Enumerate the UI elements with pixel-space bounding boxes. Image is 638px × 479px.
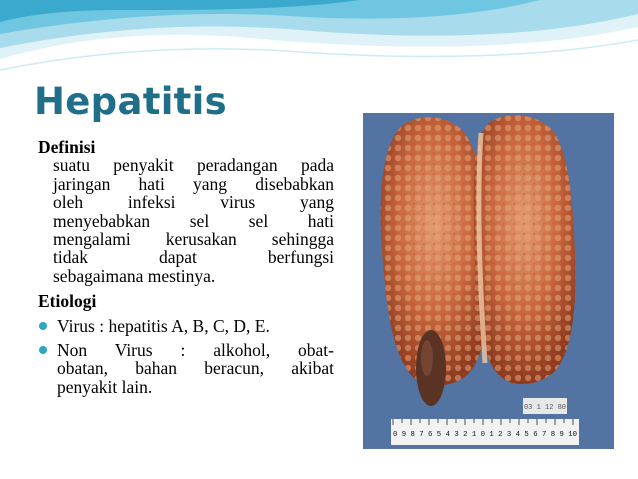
slide-body [38,138,334,396]
definition-line: suatu penyakit peradangan pada [53,155,334,176]
etiology-heading: Etiologi [38,291,97,312]
definition-line: menyebabkan sel sel hati [53,210,334,231]
bullet-dot-icon [39,346,47,354]
header-wave-banner [0,0,638,80]
definition-line: sebagaimana mestinya. [53,265,216,286]
definition-heading: Definisi [38,137,96,157]
bullet-line: Virus : hepatitis A, B, C, D, E. [57,315,270,336]
definition-line: tidak dapat berfungsi [53,247,334,268]
definition-line: oleh infeksi virus yang [53,192,334,213]
specimen-label-card: 03 1 12 80 [523,404,567,412]
bullet-line: penyakit lain. [57,376,153,397]
definition-line: mengalami kerusakan sehingga [53,229,334,250]
bullet-dot-icon [39,322,47,330]
definition-paragraph [53,156,334,285]
slide-title: Hepatitis [34,80,227,123]
liver-specimen-photo [363,113,614,449]
definition-line: jaringan hati yang disebabkan [53,173,334,194]
bullet-line: Non Virus : alkohol, obat- [57,340,334,361]
etiology-bullet-item [38,317,334,335]
ruler-scale: 0 9 8 7 6 5 4 3 2 1 0 1 2 3 4 5 6 7 8 9 10 [393,431,577,439]
etiology-bullet-item [38,341,334,396]
bullet-line: obatan, bahan beracun, akibat [57,358,334,379]
